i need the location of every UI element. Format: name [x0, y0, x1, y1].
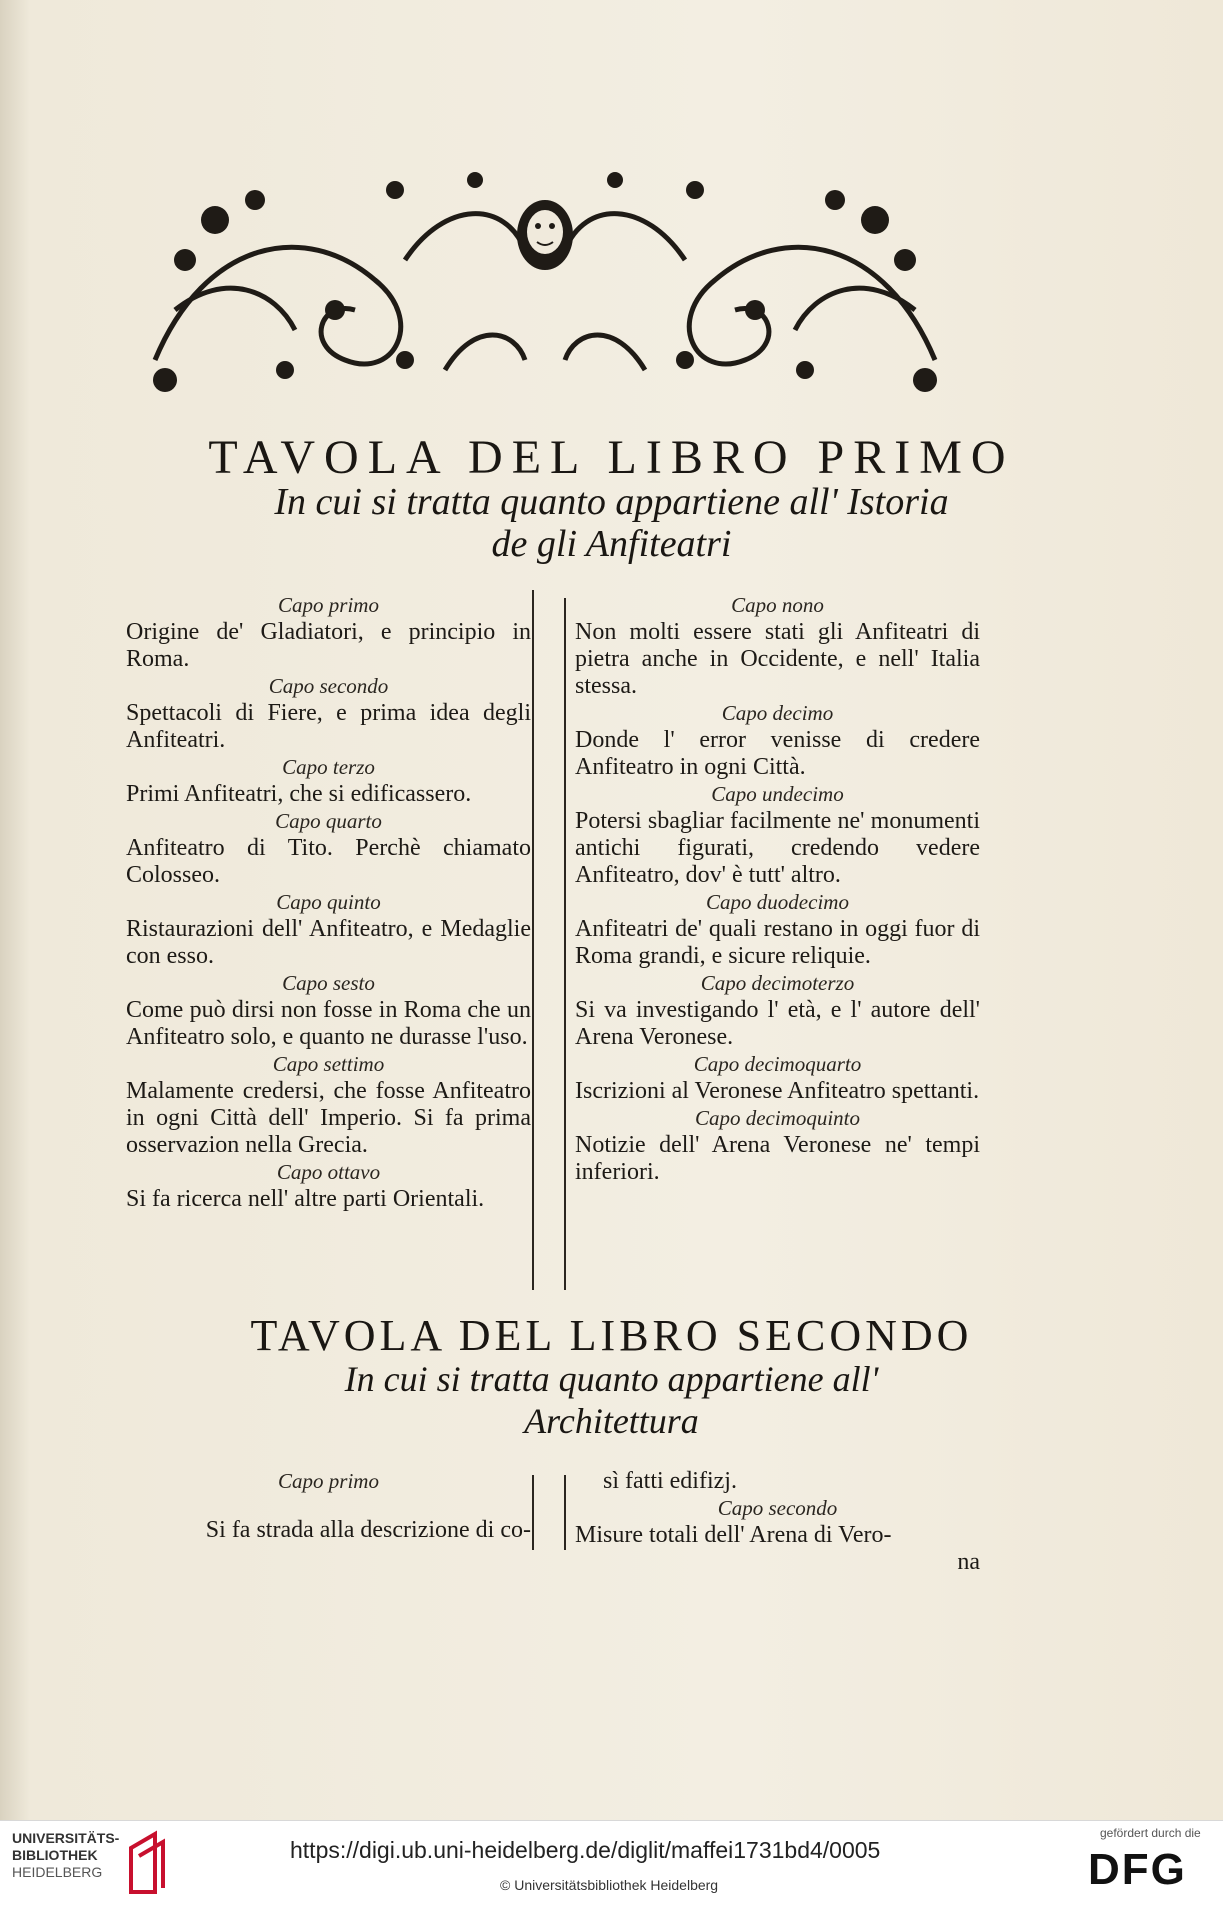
- toc-entry: [126, 1159, 531, 1213]
- capo-text: Anfiteatri de' quali restano in oggi fuor di Roma grandi, e sicure reliquie.: [575, 916, 980, 969]
- capo-heading: Capo quinto: [276, 890, 381, 914]
- dfg-logo: DFG: [1088, 1845, 1187, 1894]
- toc-entry: [126, 1051, 531, 1159]
- capo-heading: Capo ottavo: [276, 1160, 381, 1184]
- book2-right-column: [575, 1468, 980, 1576]
- capo-heading: Capo primo: [278, 1469, 379, 1493]
- book1-left-column: [126, 592, 531, 1213]
- toc-entry: [575, 781, 980, 889]
- toc-entry: [575, 970, 980, 1051]
- toc-entry: [126, 889, 531, 970]
- toc-entry: [126, 808, 531, 889]
- column-divider-right: [564, 598, 566, 1290]
- capo-heading: Capo primo: [278, 593, 379, 617]
- capo-heading: Capo settimo: [272, 1052, 385, 1076]
- capo-heading: Capo decimoterzo: [700, 971, 855, 995]
- column-divider-right: [564, 1475, 566, 1550]
- capo-text: Misure totali dell' Arena di Vero-: [575, 1522, 892, 1548]
- capo-text: Anfiteatro di Tito. Perchè chiamato Colosseo.: [126, 835, 531, 888]
- capo-text: Si fa strada alla descrizione di co-: [205, 1517, 531, 1543]
- ornament-headpiece: [145, 160, 945, 405]
- capo-heading: Capo secondo: [717, 1496, 838, 1520]
- copyright-notice: © Universitätsbibliothek Heidelberg: [500, 1877, 719, 1893]
- capo-text: Malamente credersi, che fosse Anfiteatro in ogni Città dell' Imperio. Si fa prima osservazion nella Grecia.: [126, 1078, 531, 1158]
- library-line3: HEIDELBERG: [12, 1864, 103, 1880]
- capo-text: Notizie dell' Arena Veronese ne' tempi inferiori.: [575, 1132, 980, 1185]
- capo-text: Iscrizioni al Veronese Anfiteatro spettanti.: [575, 1078, 980, 1104]
- capo-heading: Capo nono: [731, 593, 824, 617]
- capo-text: Spettacoli di Fiere, e prima idea degli Anfiteatri.: [126, 700, 531, 753]
- capo-heading: Capo secondo: [268, 674, 389, 698]
- book2-subtitle-line2: Architettura: [524, 1401, 699, 1441]
- capo-heading: Capo duodecimo: [706, 890, 849, 914]
- capo-heading: Capo undecimo: [711, 782, 844, 806]
- capo-text: Come può dirsi non fosse in Roma che un Anfiteatro solo, e quanto ne durasse l'uso.: [126, 997, 531, 1050]
- book2-title: TAVOLA DEL LIBRO SECONDO: [250, 1311, 973, 1360]
- toc-entry: [126, 754, 531, 808]
- toc-entry: [126, 970, 531, 1051]
- funding-note: gefördert durch die: [1100, 1826, 1201, 1840]
- permalink-url[interactable]: https://digi.ub.uni-heidelberg.de/diglit/maffei1731bd4/0005: [290, 1837, 881, 1863]
- capo-heading: Capo decimoquinto: [694, 1106, 861, 1130]
- toc-entry: [575, 700, 980, 781]
- capo-heading: Capo sesto: [282, 971, 375, 995]
- capo-text: Ristaurazioni dell' Anfiteatro, e Medaglie con esso.: [126, 916, 531, 969]
- book2-subtitle-line1: In cui si tratta quanto appartiene all': [344, 1359, 879, 1399]
- toc-entry: [575, 1051, 980, 1105]
- toc-entry: [126, 673, 531, 754]
- capo-text: Donde l' error venisse di credere Anfiteatro in ogni Città.: [575, 727, 980, 780]
- capo-text: Primi Anfiteatri, che si edificassero.: [126, 781, 472, 807]
- toc-entry: [126, 592, 531, 673]
- capo-heading: Capo decimo: [721, 701, 834, 725]
- capo-text: Non molti essere stati gli Anfiteatri di pietra anche in Occidente, e nell' Italia stessa.: [575, 619, 980, 699]
- capo-heading: Capo decimoquarto: [693, 1052, 862, 1076]
- book1-subtitle-line1: In cui si tratta quanto appartiene all' Istoria: [274, 481, 949, 523]
- library-line2: BIBLIOTHEK: [12, 1847, 98, 1863]
- library-line1: UNIVERSITÄTS-: [12, 1830, 120, 1846]
- book1-subtitle-line2: de gli Anfiteatri: [491, 523, 732, 565]
- capo-heading: Capo quarto: [275, 809, 382, 833]
- column-divider-left: [532, 1475, 534, 1550]
- toc-entry: [575, 1105, 980, 1186]
- capo-heading: Capo terzo: [282, 755, 375, 779]
- continuation-text: sì fatti edifizj.: [603, 1468, 737, 1494]
- book2-left-column: [126, 1468, 531, 1544]
- library-logo-text: [12, 1830, 142, 1881]
- capo-text: Si va investigando l' età, e l' autore dell' Arena Veronese.: [575, 997, 980, 1050]
- capo-text: Potersi sbagliar facilmente ne' monumenti antichi figurati, credendo vedere Anfiteatro, dov' è tutt' altro.: [575, 808, 980, 888]
- capo-text: Origine de' Gladiatori, e principio in Roma.: [126, 619, 531, 672]
- library-logo-icon: [125, 1828, 169, 1898]
- capo-text: Si fa ricerca nell' altre parti Orientali.: [126, 1186, 485, 1212]
- viewer-footer: [0, 1820, 1223, 1908]
- toc-entry: [575, 889, 980, 970]
- book1-right-column: [575, 592, 980, 1186]
- column-divider-left: [532, 590, 534, 1290]
- toc-entry: [575, 592, 980, 700]
- catchword: na: [957, 1549, 980, 1575]
- book1-title: TAVOLA DEL LIBRO PRIMO: [208, 431, 1015, 484]
